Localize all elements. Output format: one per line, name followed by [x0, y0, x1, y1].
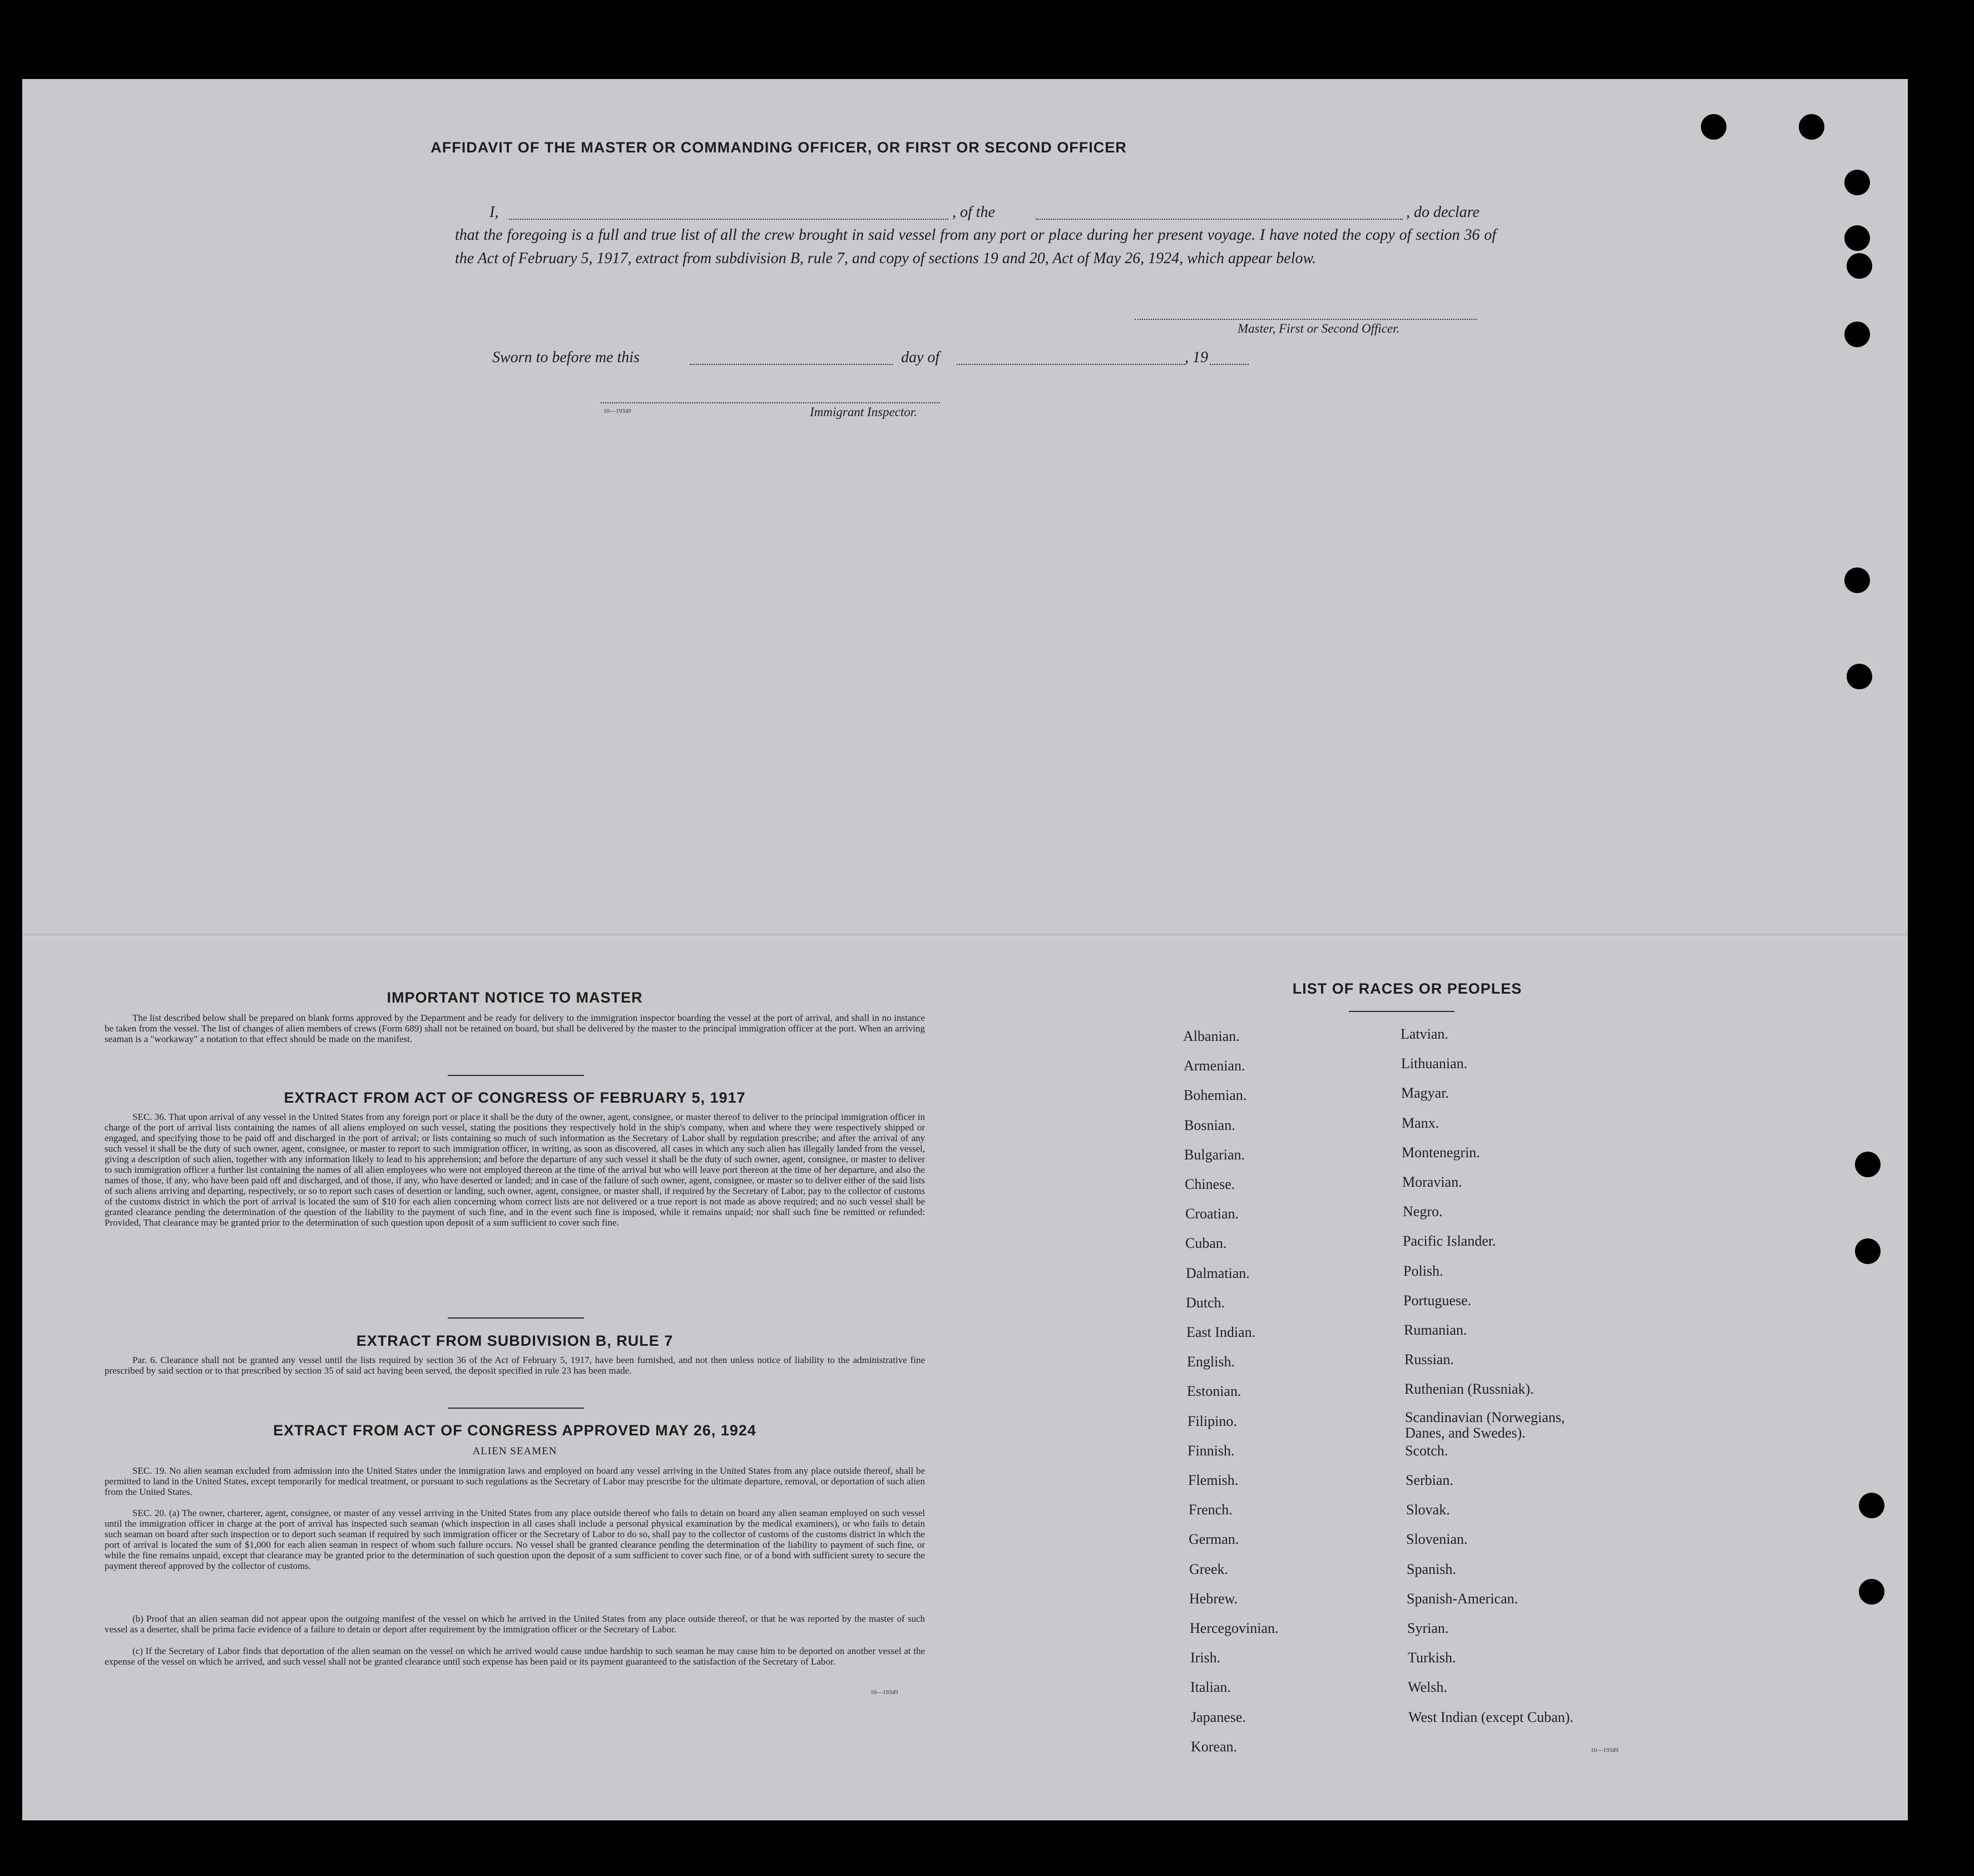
extract-rule7-title: EXTRACT FROM SUBDIVISION B, RULE 7 — [356, 1332, 674, 1349]
extract-1917-body: SEC. 36. That upon arrival of any vessel in the United States from any foreign port or place it shall be the duty of the owner, agent, consignee, or master thereof to deliver to the principal immigration officer in charge of the port of arrival lists containing the names of all aliens employed on such vessel, stating the positions they respectively hold in the ship's company, when and where they were respectively shipped or engaged, and specifying those to be paid off and discharged in the port of arrival; or lists containing so much of such information as the Secretary of Labor shall by regulation prescribe; and after the arrival of any such vessel it shall be the duty of such owner, agent, consignee, or master to report to such immigration officer, in writing, as soon as discovered, all cases in which any such alien has illegally landed from the vessel, giving a description of such alien, together with any information likely to lead to his apprehension; and before the departure of any such vessel it shall be the duty of such owner, agent, consignee, or master to deliver to such immigration officer a further list containing the names of all alien employees who were not employed thereon at the time of the arrival but who will leave port thereon at the time of her departure, and also the names of those, if any, who have been paid off and discharged, and of those, if any, who have deserted or landed; and in case of the failure of such owner, agent, consignee, or master so to deliver either of the said lists of such aliens arriving and departing, respectively, or so to report such cases of desertion or landing, such owner, agent, consignee, or master shall, if required by the Secretary of Labor, pay to the collector of customs of the customs district in which the port of arrival is located the sum of $10 for each alien concerning whom correct lists are not delivered or a true report is not made as above required; and no such vessel shall be granted clearance pending the determination of the question of the liability to the payment of such fine, and in the event such fine is imposed, while it remains unpaid; nor shall such fine be remitted or refunded: Provided, That clearance may be granted prior to the determination of such question upon deposit of a sum sufficient to cover such fine. — [105, 1112, 925, 1228]
race-item: Bohemian. — [1184, 1087, 1247, 1103]
race-item: Turkish. — [1408, 1650, 1456, 1666]
race-item: Ruthenian (Russniak). — [1404, 1381, 1534, 1397]
affidavit-body: that the foregoing is a full and true list of all the crew brought in said vessel from any port or place during her present voyage. I have noted the copy of section 36 of the Act of February 5, 1917, extract from subdivision B, rule 7, and copy of sections 19 and 20, Act of May 26, 1924, which appear below. — [455, 226, 1496, 267]
extract-1917-title: EXTRACT FROM ACT OF CONGRESS OF FEBRUARY 5, 1917 — [284, 1089, 746, 1106]
form-number: 10—19349 — [870, 1689, 898, 1696]
punch-hole-icon — [1855, 1152, 1881, 1177]
race-item: Italian. — [1190, 1679, 1231, 1695]
punch-hole-icon — [1844, 170, 1870, 195]
punch-hole-icon — [1701, 114, 1726, 140]
race-item: Hebrew. — [1189, 1591, 1238, 1607]
affidavit-of-label: , of the — [952, 204, 995, 221]
punch-hole-icon — [1799, 114, 1824, 140]
punch-hole-icon — [1847, 253, 1872, 279]
section-divider — [1349, 1011, 1454, 1012]
signature-line[interactable] — [1135, 318, 1477, 320]
race-item: Lithuanian. — [1401, 1055, 1468, 1072]
race-item: Manx. — [1402, 1115, 1439, 1131]
race-item: Slovak. — [1406, 1502, 1450, 1518]
sworn-year-field[interactable] — [1210, 363, 1249, 365]
race-item: Latvian. — [1401, 1026, 1448, 1042]
day-of-label: day of — [901, 349, 940, 366]
extract-1924-sec20a: SEC. 20. (a) The owner, charterer, agent, consignee, or master of any vessel arriving in the United States from any place outside thereof who fails to detain on board any alien seaman employed on such vessel until the immigration officer in charge at the port of arrival has inspected such seaman (which inspection in all cases shall include a personal physical examination by the medical examiners), or who fails to detain such seaman on board after such inspection or to deport such seaman if required by such immigration officer or the Secretary of Labor to do so, shall pay to the collector of customs of the customs district in which the port of arrival is located the sum of $1,000 for each alien seaman in respect of whom such failure occurs. No vessel shall be granted clearance pending the determination of the liability to payment of such fine, or while the fine remains unpaid, except that clearance may be granted prior to the determination of such question upon the deposit of a sum sufficient to cover such fine, or of a bond with sufficient surety to secure the payment thereof approved by the collector of customs. — [105, 1508, 925, 1571]
extract-rule7-body: Par. 6. Clearance shall not be granted any vessel until the lists required by section 36 of the Act of February 5, 1917, have been furnished, and not then unless notice of liability to the administrative fine prescribed by said section or to that prescribed by section 35 of said act having been served, the deposit specified in rule 23 has been made. — [105, 1355, 925, 1376]
race-item: Bosnian. — [1184, 1117, 1235, 1133]
name-blank-field[interactable] — [509, 218, 948, 220]
race-item: Serbian. — [1406, 1472, 1453, 1488]
sworn-day-field[interactable] — [690, 363, 893, 365]
sworn-month-field[interactable] — [957, 363, 1185, 365]
race-item: Scotch. — [1405, 1443, 1448, 1459]
race-item: Croatian. — [1185, 1206, 1239, 1222]
extract-1924-sec20b: (b) Proof that an alien seaman did not appear upon the outgoing manifest of the vessel on which he arrived in the United States from any place outside thereof, or that he was reported by the master of such vessel as a deserter, shall be prima facie evidence of a failure to detain or deport after requirement by the immigration officer or the Secretary of Labor. — [105, 1613, 925, 1635]
race-item: Slovenian. — [1406, 1531, 1468, 1547]
races-title: LIST OF RACES OR PEOPLES — [1292, 980, 1522, 997]
extract-1924-subtitle: ALIEN SEAMEN — [472, 1445, 557, 1457]
notice-title: IMPORTANT NOTICE TO MASTER — [387, 989, 643, 1006]
punch-hole-icon — [1847, 664, 1872, 689]
race-item: Irish. — [1190, 1650, 1221, 1666]
race-item: Estonian. — [1187, 1383, 1241, 1399]
race-item: Bulgarian. — [1184, 1147, 1245, 1163]
race-item: Japanese. — [1191, 1709, 1246, 1725]
form-number: 10—19349 — [1591, 1747, 1619, 1754]
inspector-label: Immigrant Inspector. — [810, 405, 917, 419]
race-item: Rumanian. — [1404, 1322, 1467, 1338]
punch-hole-icon — [1844, 225, 1870, 251]
race-item: Polish. — [1403, 1263, 1443, 1279]
affidavit-i-label: I, — [489, 204, 499, 221]
sworn-label: Sworn to before me this — [492, 349, 640, 366]
affidavit-title: AFFIDAVIT OF THE MASTER OR COMMANDING OFFICER, OR FIRST OR SECOND OFFICER — [431, 139, 1127, 156]
race-item: Montenegrin. — [1402, 1144, 1480, 1161]
section-divider — [448, 1317, 584, 1319]
extract-1924-title: EXTRACT FROM ACT OF CONGRESS APPROVED MAY 26, 1924 — [273, 1422, 756, 1439]
race-item: Spanish. — [1407, 1561, 1456, 1577]
race-item: Pacific Islander. — [1403, 1233, 1496, 1249]
section-divider — [448, 1075, 584, 1076]
race-item: Magyar. — [1401, 1085, 1449, 1101]
race-item: Portuguese. — [1403, 1292, 1472, 1309]
race-item: Negro. — [1403, 1203, 1443, 1220]
race-item: Spanish-American. — [1407, 1591, 1518, 1607]
race-item: Moravian. — [1402, 1174, 1462, 1190]
section-divider — [448, 1408, 584, 1409]
race-item: Welsh. — [1408, 1679, 1447, 1695]
extract-1924-sec20c: (c) If the Secretary of Labor finds that deportation of the alien seaman on the vessel on which he arrived would cause undue hardship to such seaman he may cause him to be deported on another vessel at the expense of the vessel on which he arrived, and such vessel shall not be granted clearance until such expense has been paid or its payment guaranteed to the satisfaction of the Secretary of Labor. — [105, 1646, 925, 1667]
race-item: West Indian (except Cuban). — [1408, 1709, 1574, 1725]
vessel-blank-field[interactable] — [1036, 218, 1403, 220]
race-item: German. — [1189, 1531, 1239, 1547]
punch-hole-icon — [1844, 567, 1870, 593]
race-item: Albanian. — [1183, 1028, 1240, 1044]
punch-hole-icon — [1859, 1579, 1884, 1605]
extract-1924-sec19: SEC. 19. No alien seaman excluded from admission into the United States under the immigration laws and employed on board any vessel arriving in the United States from any place outside thereof, shall be permitted to land in the United States, except temporarily for medical treatment, or pursuant to such regulations as the Secretary of Labor may prescribe for the ultimate departure, removal, or deportation of such alien from the United States. — [105, 1465, 925, 1497]
race-item: French. — [1189, 1502, 1233, 1518]
sworn-year-label: , 19 — [1185, 349, 1208, 366]
race-item: Cuban. — [1185, 1235, 1227, 1251]
affidavit-declare-label: , do declare — [1406, 204, 1480, 221]
form-number: 10—19349 — [603, 408, 631, 414]
race-item: Syrian. — [1407, 1620, 1449, 1636]
race-item: Dutch. — [1186, 1295, 1225, 1311]
punch-hole-icon — [1855, 1238, 1881, 1264]
race-item: Flemish. — [1188, 1472, 1239, 1488]
paper-fold-crease — [22, 934, 1908, 938]
punch-hole-icon — [1844, 322, 1870, 347]
race-item: Armenian. — [1184, 1058, 1245, 1074]
race-item: Scandinavian (Norwegians, Danes, and Swedes). — [1405, 1409, 1565, 1441]
race-item: Hercegovinian. — [1190, 1620, 1279, 1636]
race-item: East Indian. — [1186, 1324, 1256, 1340]
race-item: Filipino. — [1188, 1413, 1237, 1429]
race-item: Korean. — [1191, 1739, 1238, 1755]
inspector-signature-line[interactable] — [601, 402, 940, 403]
race-item: Dalmatian. — [1186, 1265, 1250, 1281]
notice-body: The list described below shall be prepared on blank forms approved by the Department and be ready for delivery to the immigration inspector boarding the vessel at the port of arrival, and shall in no instance be taken from the vessel. The list of changes of alien members of crews (Form 689) shall not be retained on board, but shall be delivered by the master to the principal immigration officer at the port. When an arriving seaman is a "workaway" a notation to that effect should be made on the manifest. — [105, 1013, 925, 1044]
race-item: English. — [1187, 1354, 1235, 1370]
race-item: Russian. — [1404, 1351, 1454, 1367]
signature-label: Master, First or Second Officer. — [1238, 322, 1400, 335]
race-item: Greek. — [1189, 1561, 1229, 1577]
race-item: Chinese. — [1185, 1176, 1235, 1192]
punch-hole-icon — [1859, 1493, 1884, 1518]
race-item: Finnish. — [1188, 1443, 1235, 1459]
